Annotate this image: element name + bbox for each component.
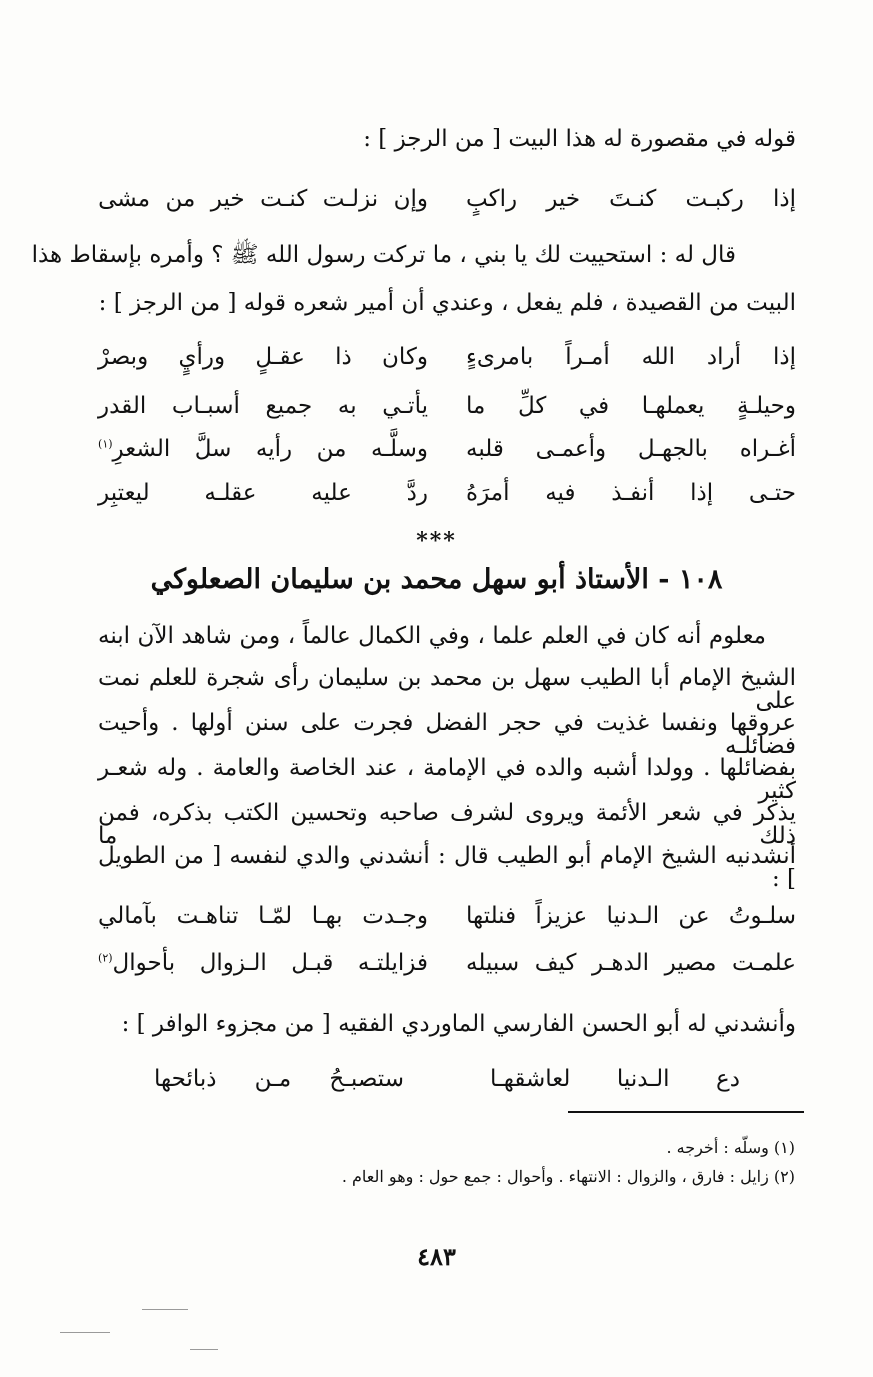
verse-word: جميع <box>265 393 313 419</box>
verse-word: إذا <box>690 480 714 506</box>
verse-word: سبيله <box>466 950 520 976</box>
paragraph-1-line-2: البيت من القصيدة ، فلم يفعل ، وعندي أن أمير شعره قوله [ من الرجز ] : <box>98 290 796 316</box>
verse-word: إذا <box>772 344 796 370</box>
verse-word: عن <box>678 903 710 929</box>
verse-word: أمرَهُ <box>466 480 510 506</box>
verse-word: الـدنيا <box>616 1066 670 1092</box>
footnote-marker: (٢) <box>98 951 113 965</box>
verse-word: وجـدت <box>362 903 428 929</box>
verse-word: راكبٍ <box>466 186 518 212</box>
paragraph-1-line-1: قال له : استحييت لك يا بني ، ما تركت رسول الله ﷺ ؟ وأمره بإسقاط هذا <box>31 242 736 268</box>
second-hemistich <box>98 393 428 419</box>
poem-verse <box>98 436 796 462</box>
verse-1-first-hemistich <box>466 186 796 212</box>
verse-word: الـزوال <box>199 950 267 976</box>
first-hemistich <box>466 436 796 462</box>
footnote-divider <box>568 1111 804 1113</box>
verse-word: سلـوتُ <box>728 903 796 929</box>
verse-word: به <box>337 393 357 419</box>
footnote-2: (٢) زايل : فارق ، والزوال : الانتهاء . وأحوال : جمع حول : وهو العام . <box>341 1167 795 1186</box>
verse-word: وبصرْ <box>98 344 149 370</box>
paragraph-2-line: عروقها ونفسا غذيت في حجر الفضل فجرت على سنن أولها . وأحيت فضائلـه <box>98 710 796 759</box>
verse-word: ليعتبِر <box>98 480 150 506</box>
paragraph-2-line: بفضائلها . وولدا أشبه والده في الإمامة ، عند الخاصة والعامة . وله شعـر كثير <box>98 755 796 804</box>
verse-word: مشى <box>98 186 151 212</box>
verse-3-second-hemistich <box>154 1066 404 1092</box>
poem-verse <box>98 393 796 419</box>
verse-word: عزيزاً <box>535 903 588 929</box>
verse-word: يعملهـا <box>641 393 705 419</box>
verse-word: عقلـه <box>204 480 257 506</box>
verse-1-second-hemistich <box>98 186 428 212</box>
verse-word: الـدنيا <box>606 903 660 929</box>
page-number: ٤٨٣ <box>417 1242 456 1271</box>
first-hemistich <box>466 393 796 419</box>
scan-speck <box>60 1332 110 1333</box>
poem-verse <box>98 344 796 370</box>
verse-word: ورأيٍ <box>178 344 226 370</box>
verse-word: أغـراه <box>739 436 796 462</box>
verse-word: الله <box>641 344 675 370</box>
verse-word: وحيلـةٍ <box>737 393 796 419</box>
first-hemistich <box>466 950 796 976</box>
poem-verse <box>98 950 796 976</box>
verse-word: ستصبـحُ <box>329 1066 404 1092</box>
intro-line: قوله في مقصورة له هذا البيت [ من الرجز ] : <box>363 126 796 152</box>
verse-word: أمـراً <box>565 344 610 370</box>
paragraph-3: وأنشدني له أبو الحسن الفارسي الماوردي الفقيه [ من مجزوء الوافر ] : <box>121 1011 796 1037</box>
second-hemistich <box>98 344 428 370</box>
first-hemistich <box>466 480 796 506</box>
verse-word: مـن <box>254 1066 292 1092</box>
second-hemistich <box>98 950 428 976</box>
verse-word: عقـلٍ <box>255 344 305 370</box>
verse-word: تناهـت <box>176 903 239 929</box>
verse-word: بامرىءٍ <box>466 344 534 370</box>
verse-word: أنفـذ <box>611 480 655 506</box>
verse-word: فنلتها <box>466 903 517 929</box>
verse-word: سلَّ <box>194 436 232 462</box>
verse-word: ذبائحها <box>154 1066 217 1092</box>
scan-speck <box>142 1309 188 1310</box>
verse-word: ذا <box>335 344 352 370</box>
verse-word: رأيه <box>255 436 293 462</box>
verse-word: أسبـاب <box>171 393 240 419</box>
verse-word: نزلـت <box>322 186 379 212</box>
verse-word: وكان <box>382 344 428 370</box>
verse-3 <box>98 1066 796 1092</box>
verse-word: بآمالي <box>98 903 157 929</box>
section-heading: ١٠٨ - الأستاذ أبو سهل محمد بن سليمان الصعلوكي <box>150 564 723 595</box>
verse-word: القدر <box>98 393 147 419</box>
verse-1 <box>98 186 796 212</box>
verse-word: كيف <box>534 950 577 976</box>
verse-word: وسلَّـه <box>370 436 428 462</box>
verse-word: قبـل <box>291 950 334 976</box>
verse-word: دع <box>716 1066 740 1092</box>
paragraph-2-line: معلوم أنه كان في العلم علما ، وفي الكمال عالماً ، ومن شاهد الآن ابنه <box>98 623 766 649</box>
verse-word: لعاشقهـا <box>490 1066 571 1092</box>
verse-word: إذا <box>772 186 796 212</box>
paragraph-2-line: يذكر في شعر الأئمة ويروى لشرف صاحبه وتحسين الكتب بذكره، فمن ذلك ما <box>98 800 796 849</box>
verse-word: حتـى <box>748 480 796 506</box>
verse-word: ردَّ <box>406 480 428 506</box>
verse-word: قلبه <box>466 436 504 462</box>
verse-word: وإن <box>393 186 428 212</box>
verse-word: فزايلتـه <box>357 950 428 976</box>
verse-word: كنـتَ <box>609 186 657 212</box>
verse-word: يأتـي <box>382 393 428 419</box>
verse-word: خير <box>546 186 581 212</box>
verse-word: مصير <box>664 950 717 976</box>
verse-word: الدهـر <box>591 950 649 976</box>
verse-word: علمـت <box>732 950 796 976</box>
verse-word: الشعرِ$^{(١)}$ <box>98 436 171 462</box>
poem-verse <box>98 903 796 929</box>
first-hemistich <box>466 344 796 370</box>
verse-word: ما <box>466 393 486 419</box>
verse-word: أراد <box>706 344 742 370</box>
poem-verse <box>98 480 796 506</box>
second-hemistich <box>98 903 428 929</box>
second-hemistich <box>98 436 428 462</box>
verse-word: في <box>578 393 610 419</box>
verse-word: كنـت <box>260 186 308 212</box>
verse-word: ركبـت <box>685 186 744 212</box>
verse-word: خير <box>210 186 245 212</box>
verse-word: لمّـا <box>258 903 293 929</box>
verse-word: وأعمـى <box>535 436 607 462</box>
verse-word: بأحوال$^{(٢)}$ <box>98 950 176 976</box>
verse-word: من <box>165 186 196 212</box>
first-hemistich <box>466 903 796 929</box>
paragraph-2-line: أنشدنيه الشيخ الإمام أبو الطيب قال : أنشدني والدي لنفسه [ من الطويل ] : <box>98 843 796 892</box>
paragraph-2-line: الشيخ الإمام أبا الطيب سهل بن محمد بن سليمان رأى شجرة للعلم نمت على <box>98 665 796 714</box>
verse-word: كلِّ <box>517 393 547 419</box>
separator-stars: *** <box>416 528 457 554</box>
verse-word: فيه <box>545 480 576 506</box>
verse-word: بالجهـل <box>637 436 708 462</box>
verse-word: من <box>316 436 347 462</box>
footnote-marker: (١) <box>98 437 113 451</box>
second-hemistich <box>98 480 428 506</box>
footnote-1: (١) وسلّه : أخرجه . <box>666 1138 795 1157</box>
verse-word: عليه <box>311 480 352 506</box>
verse-3-first-hemistich <box>490 1066 740 1092</box>
verse-word: بهـا <box>311 903 343 929</box>
scan-speck <box>190 1349 218 1350</box>
